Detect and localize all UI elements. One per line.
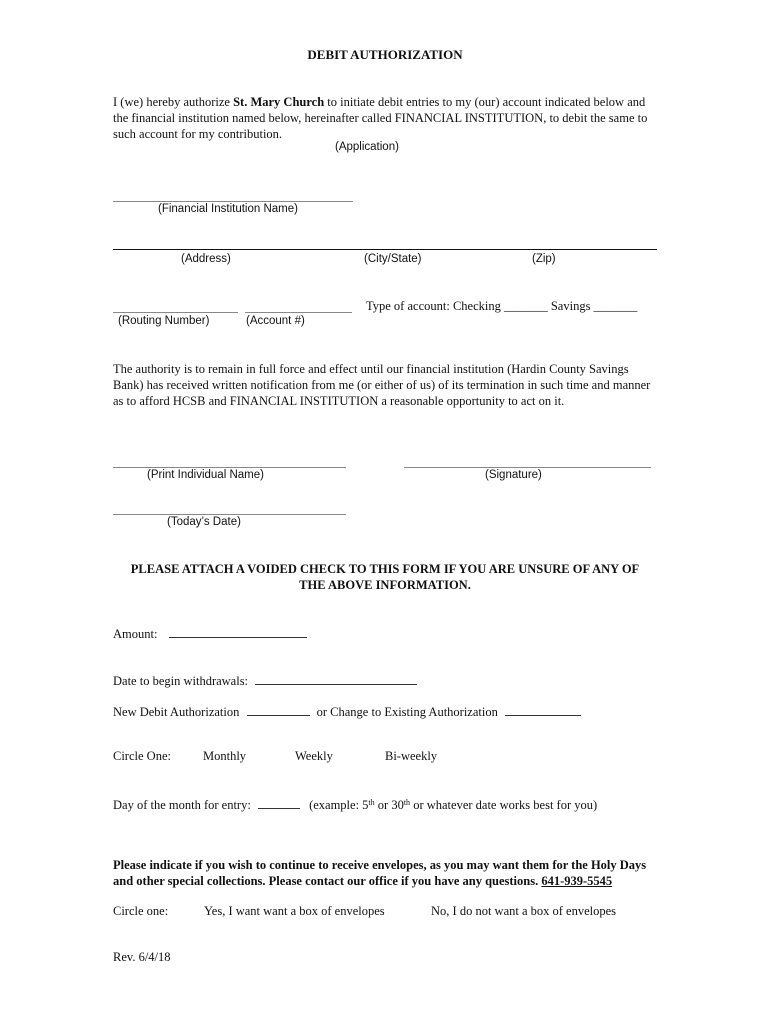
new-debit-field[interactable] — [247, 703, 310, 716]
intro-line-3: such account for my contribution. — [113, 127, 283, 141]
example-sup-1: th — [368, 798, 375, 807]
example-prefix: (example: 5 — [309, 798, 369, 812]
example-sup-2: th — [403, 798, 411, 807]
financial-institution-name-field[interactable] — [113, 201, 353, 202]
date-begin-field[interactable] — [255, 672, 417, 685]
todays-date-field[interactable] — [113, 514, 346, 515]
or-change-label: or Change to Existing Authorization — [316, 705, 498, 719]
frequency-option-monthly[interactable]: Monthly — [203, 749, 247, 763]
type-of-account[interactable]: Type of account: Checking _______ Savings _______ — [366, 299, 638, 313]
change-existing-field[interactable] — [505, 703, 581, 716]
attach-notice-line-1: PLEASE ATTACH A VOIDED CHECK TO THIS FORM IF YOU ARE UNSURE OF ANY OF — [130, 562, 640, 576]
authority-line-1: The authority is to remain in full force and effect until our financial institution (Hardin County Savings — [113, 362, 629, 376]
example-suffix: or whatever date works best for you) — [410, 798, 598, 812]
attach-notice-line-2: THE ABOVE INFORMATION. — [299, 578, 471, 592]
envelopes-line2-text: and other special collections. Please contact our office if you have any questions. — [113, 874, 542, 888]
address-line-field[interactable] — [113, 249, 657, 250]
day-of-month-row — [113, 796, 597, 813]
authority-line-3: as to afford HCSB and FINANCIAL INSTITUTION a reasonable opportunity to act on it. — [113, 394, 565, 408]
envelopes-circle-label: Circle one: — [113, 904, 169, 918]
frequency-label: Circle One: — [113, 749, 171, 763]
signature-field[interactable] — [404, 467, 651, 468]
account-number-field[interactable] — [245, 312, 352, 313]
authorization-type-row — [113, 703, 581, 720]
authority-line-2: Bank) has received written notification from me (or either of us) of its termination in such time and manner — [113, 378, 651, 392]
page-title: DEBIT AUTHORIZATION — [307, 47, 463, 62]
zip-label: (Zip) — [532, 253, 556, 265]
intro-line-1 — [113, 94, 647, 110]
print-name-label: (Print Individual Name) — [147, 469, 264, 481]
date-begin-label: Date to begin withdrawals: — [113, 674, 249, 688]
church-name: St. Mary Church — [233, 95, 325, 109]
authority-paragraph — [113, 361, 650, 409]
city-state-label: (City/State) — [364, 253, 422, 265]
intro-line1-rest: to initiate debit entries to my (our) account indicated below and — [324, 95, 646, 109]
date-begin-row — [113, 672, 417, 689]
example-mid: or 30 — [374, 798, 404, 812]
print-name-field[interactable] — [113, 467, 346, 468]
envelopes-option-yes[interactable]: Yes, I want want a box of envelopes — [204, 904, 385, 918]
office-phone-link[interactable]: 641-939-5545 — [541, 874, 613, 888]
frequency-option-weekly[interactable]: Weekly — [295, 749, 333, 763]
application-label: (Application) — [335, 141, 399, 153]
envelopes-option-no[interactable]: No, I do not want a box of envelopes — [431, 904, 617, 918]
amount-row — [113, 625, 307, 642]
address-label: (Address) — [181, 253, 231, 265]
financial-institution-name-label: (Financial Institution Name) — [158, 203, 298, 215]
account-number-label: (Account #) — [246, 315, 305, 327]
revision-date: Rev. 6/4/18 — [113, 950, 171, 964]
amount-field[interactable] — [169, 625, 307, 638]
todays-date-label: (Today’s Date) — [167, 516, 241, 528]
signature-label: (Signature) — [485, 469, 542, 481]
day-of-month-label: Day of the month for entry: — [113, 798, 251, 812]
day-of-month-field[interactable] — [258, 796, 300, 809]
envelopes-line-1: Please indicate if you wish to continue to receive envelopes, as you may want them for the Holy Days — [113, 858, 647, 872]
envelopes-paragraph — [113, 857, 646, 889]
envelopes-line-2 — [113, 873, 646, 889]
routing-number-field[interactable] — [113, 312, 238, 313]
frequency-option-biweekly[interactable]: Bi-weekly — [385, 749, 438, 763]
routing-number-label: (Routing Number) — [118, 315, 210, 327]
intro-line-2: the financial institution named below, hereinafter called FINANCIAL INSTITUTION, to debit the same to — [113, 111, 648, 125]
amount-label: Amount: — [113, 627, 158, 641]
day-of-month-example — [309, 798, 597, 812]
new-debit-label: New Debit Authorization — [113, 705, 240, 719]
intro-prefix: I (we) hereby authorize — [113, 95, 234, 109]
intro-paragraph — [113, 94, 647, 142]
